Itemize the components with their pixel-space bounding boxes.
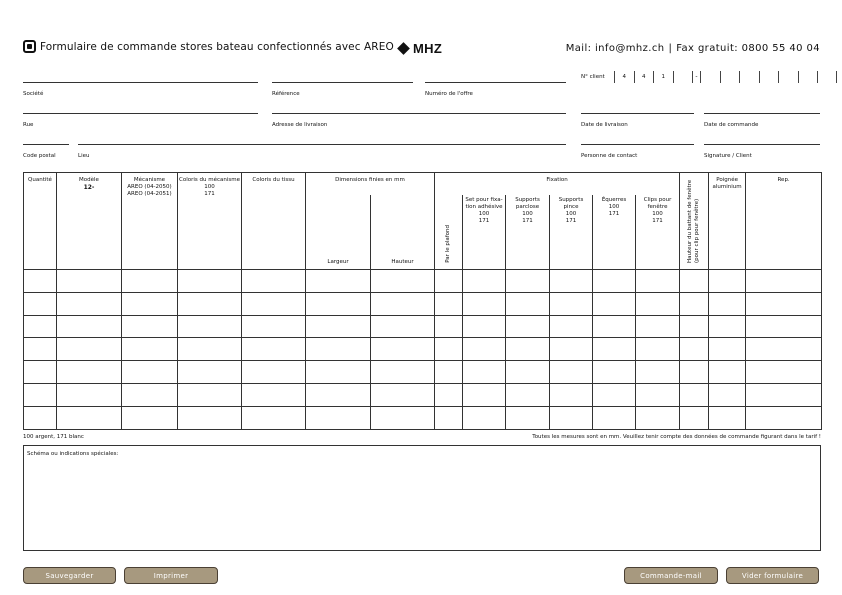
contact-fax: Fax gratuit: 0800 55 40 04 — [676, 43, 820, 54]
diamond-icon — [397, 42, 410, 55]
table-cell[interactable] — [306, 338, 371, 361]
table-cell[interactable] — [24, 361, 57, 384]
contact-info: Mail: info@mhz.ch | Fax gratuit: 0800 55 40 04 — [565, 43, 820, 54]
table-cell[interactable] — [680, 383, 709, 406]
table-cell[interactable] — [178, 292, 242, 315]
table-cell[interactable] — [463, 361, 506, 384]
client-digit-7[interactable] — [739, 71, 759, 83]
table-cell[interactable] — [435, 315, 463, 338]
client-digit-2[interactable]: 4 — [634, 71, 654, 83]
table-cell[interactable] — [435, 383, 463, 406]
table-cell[interactable] — [57, 338, 122, 361]
table-cell[interactable] — [593, 315, 636, 338]
table-cell[interactable] — [593, 338, 636, 361]
table-cell[interactable] — [709, 292, 746, 315]
table-cell[interactable] — [463, 270, 506, 293]
table-cell[interactable] — [435, 361, 463, 384]
col-largeur: Largeur — [306, 195, 371, 270]
table-cell[interactable] — [371, 338, 435, 361]
checkbox-icon — [23, 40, 36, 53]
table-cell[interactable] — [306, 383, 371, 406]
col-set-fixation: Set pour fixa-tion adhésive 100 171 — [463, 195, 506, 270]
table-cell[interactable] — [122, 270, 178, 293]
table-cell[interactable] — [593, 406, 636, 429]
table-cell[interactable] — [636, 315, 680, 338]
table-cell[interactable] — [709, 315, 746, 338]
table-cell[interactable] — [746, 406, 822, 429]
table-cell[interactable] — [636, 361, 680, 384]
logo-text: MHZ — [413, 41, 443, 56]
table-cell[interactable] — [242, 315, 306, 338]
table-cell[interactable] — [680, 315, 709, 338]
table-cell[interactable] — [57, 315, 122, 338]
col-equerres: Équerres 100 171 — [593, 195, 636, 270]
header — [23, 40, 820, 60]
col-poignee: Poignée aluminium — [709, 173, 746, 270]
table-cell[interactable] — [506, 315, 550, 338]
table-cell[interactable] — [24, 270, 57, 293]
table-cell[interactable] — [178, 270, 242, 293]
table-cell[interactable] — [242, 361, 306, 384]
col-mecanisme: Mécanisme AREO (04-2050) AREO (04-2051) — [122, 173, 178, 270]
table-cell[interactable] — [57, 292, 122, 315]
table-cell[interactable] — [24, 383, 57, 406]
personne-contact-field[interactable]: Personne de contact — [581, 144, 694, 145]
table-cell[interactable] — [24, 338, 57, 361]
table-cell[interactable] — [550, 338, 593, 361]
table-cell[interactable] — [463, 338, 506, 361]
remarks-field[interactable] — [23, 445, 821, 551]
client-digit-3[interactable]: 1 — [653, 71, 673, 83]
table-cell[interactable] — [122, 361, 178, 384]
col-supports-pince: Supports pince 100 171 — [550, 195, 593, 270]
table-cell[interactable] — [506, 406, 550, 429]
logo — [399, 41, 442, 56]
table-row — [24, 338, 822, 361]
table-cell[interactable] — [506, 338, 550, 361]
table-cell[interactable] — [57, 406, 122, 429]
table-cell[interactable] — [550, 270, 593, 293]
client-digit-10[interactable] — [798, 71, 818, 83]
code-postal-field[interactable]: Code postal — [23, 144, 69, 145]
table-row — [24, 270, 822, 293]
measure-note: Toutes les mesures sont en mm. Veuillez tenir compte des données de commande figurant dans le tarif ! — [532, 434, 821, 440]
table-cell[interactable] — [435, 338, 463, 361]
table-row — [24, 315, 822, 338]
table-cell[interactable] — [371, 383, 435, 406]
rue-field[interactable]: Rue — [23, 113, 258, 114]
table-cell[interactable] — [24, 406, 57, 429]
table-cell[interactable] — [506, 292, 550, 315]
signature-field[interactable]: Signature / Client — [704, 144, 820, 145]
mail-order-button[interactable]: Commande-mail — [624, 567, 718, 584]
col-coloris-tissu: Coloris du tissu — [242, 173, 306, 270]
clear-form-button[interactable]: Vider formulaire — [726, 567, 819, 584]
table-cell[interactable] — [122, 406, 178, 429]
table-cell[interactable] — [680, 338, 709, 361]
table-cell[interactable] — [122, 383, 178, 406]
table-cell[interactable] — [550, 361, 593, 384]
table-cell[interactable] — [435, 270, 463, 293]
reference-field[interactable]: Référence — [272, 82, 413, 83]
table-cell[interactable] — [709, 338, 746, 361]
table-cell[interactable] — [242, 292, 306, 315]
table-cell[interactable] — [680, 361, 709, 384]
table-cell[interactable] — [435, 406, 463, 429]
numero-offre-field[interactable]: Numéro de l'offre — [425, 82, 566, 83]
table-cell[interactable] — [178, 315, 242, 338]
table-cell[interactable] — [636, 338, 680, 361]
table-cell[interactable] — [306, 361, 371, 384]
col-hauteur: Hauteur — [371, 195, 435, 270]
adresse-livraison-field[interactable]: Adresse de livraison — [272, 113, 566, 114]
remarks-label: Schéma ou indications spéciales: — [27, 451, 119, 457]
table-cell[interactable] — [550, 315, 593, 338]
table-cell[interactable] — [550, 292, 593, 315]
col-quantite: Quantité — [24, 173, 57, 270]
table-cell[interactable] — [746, 338, 822, 361]
order-table — [23, 172, 822, 430]
col-rep: Rep. — [746, 173, 822, 270]
table-cell[interactable] — [746, 270, 822, 293]
date-livraison-field[interactable]: Date de livraison — [581, 113, 694, 114]
contact-mail: Mail: info@mhz.ch — [565, 43, 665, 54]
col-hauteur-battant: Hauteur du battant de fenêtre (pour clip pour fenêtre) — [680, 173, 709, 270]
table-cell[interactable] — [463, 406, 506, 429]
table-cell[interactable] — [680, 292, 709, 315]
client-digit-6[interactable] — [720, 71, 740, 83]
table-cell[interactable] — [506, 270, 550, 293]
lieu-field[interactable]: Lieu — [78, 144, 566, 145]
table-cell[interactable] — [178, 383, 242, 406]
client-dash: - — [692, 71, 700, 83]
title-group — [23, 40, 394, 53]
table-row — [24, 383, 822, 406]
table-cell[interactable] — [57, 270, 122, 293]
table-cell[interactable] — [550, 383, 593, 406]
table-cell[interactable] — [680, 406, 709, 429]
col-clips: Clips pour fenêtre 100 171 — [636, 195, 680, 270]
col-par-le-plafond: Par le plafond — [435, 195, 463, 270]
client-number — [581, 71, 837, 83]
table-cell[interactable] — [306, 270, 371, 293]
client-digit-11[interactable] — [817, 71, 837, 83]
table-cell[interactable] — [306, 315, 371, 338]
table-cell[interactable] — [746, 315, 822, 338]
table-cell[interactable] — [593, 292, 636, 315]
table-cell[interactable] — [24, 315, 57, 338]
table-cell[interactable] — [178, 338, 242, 361]
table-cell[interactable] — [746, 292, 822, 315]
client-label: N° client — [581, 74, 605, 80]
table-cell[interactable] — [371, 361, 435, 384]
save-button[interactable]: Sauvegarder — [23, 567, 116, 584]
table-cell[interactable] — [593, 383, 636, 406]
table-cell[interactable] — [242, 270, 306, 293]
table-cell[interactable] — [57, 383, 122, 406]
table-row — [24, 406, 822, 429]
client-digit-9[interactable] — [778, 71, 798, 83]
table-cell[interactable] — [463, 315, 506, 338]
table-cell[interactable] — [371, 292, 435, 315]
table-cell[interactable] — [709, 383, 746, 406]
table-cell[interactable] — [709, 406, 746, 429]
table-cell[interactable] — [435, 292, 463, 315]
col-coloris-mecanisme: Coloris du mécanisme 100 171 — [178, 173, 242, 270]
col-fixation: Fixation — [435, 173, 680, 195]
color-note: 100 argent, 171 blanc — [23, 434, 84, 440]
print-button[interactable]: Imprimer — [124, 567, 218, 584]
date-commande-field[interactable]: Date de commande — [704, 113, 820, 114]
col-modele: Modèle 12- — [57, 173, 122, 270]
table-cell[interactable] — [463, 383, 506, 406]
table-cell[interactable] — [178, 406, 242, 429]
table-cell[interactable] — [709, 270, 746, 293]
client-digit-5[interactable] — [700, 71, 720, 83]
table-cell[interactable] — [178, 361, 242, 384]
client-digit-4[interactable] — [673, 71, 693, 83]
table-cell[interactable] — [122, 315, 178, 338]
table-cell[interactable] — [57, 361, 122, 384]
col-dimensions: Dimensions finies en mm — [306, 173, 435, 195]
table-cell[interactable] — [122, 292, 178, 315]
table-row — [24, 292, 822, 315]
table-cell[interactable] — [636, 406, 680, 429]
table-cell[interactable] — [371, 270, 435, 293]
table-cell[interactable] — [371, 406, 435, 429]
col-supports-parclose: Supports parclose 100 171 — [506, 195, 550, 270]
table-cell[interactable] — [709, 361, 746, 384]
societe-field[interactable]: Société — [23, 82, 258, 83]
client-digit-1[interactable]: 4 — [614, 71, 634, 83]
table-cell[interactable] — [550, 406, 593, 429]
table-cell[interactable] — [242, 383, 306, 406]
table-row — [24, 361, 822, 384]
table-cell[interactable] — [636, 292, 680, 315]
table-cell[interactable] — [463, 292, 506, 315]
table-cell[interactable] — [746, 361, 822, 384]
table-cell[interactable] — [242, 338, 306, 361]
table-cell[interactable] — [242, 406, 306, 429]
table-cell[interactable] — [506, 361, 550, 384]
table-cell[interactable] — [636, 270, 680, 293]
table-cell[interactable] — [593, 270, 636, 293]
table-cell[interactable] — [122, 338, 178, 361]
table-cell[interactable] — [636, 383, 680, 406]
table-cell[interactable] — [680, 270, 709, 293]
page-title: Formulaire de commande stores bateau confectionnés avec AREO — [40, 40, 394, 53]
table-cell[interactable] — [306, 406, 371, 429]
table-cell[interactable] — [593, 361, 636, 384]
client-digit-8[interactable] — [759, 71, 779, 83]
table-cell[interactable] — [24, 292, 57, 315]
table-cell[interactable] — [506, 383, 550, 406]
table-cell[interactable] — [371, 315, 435, 338]
table-cell[interactable] — [306, 292, 371, 315]
table-cell[interactable] — [746, 383, 822, 406]
